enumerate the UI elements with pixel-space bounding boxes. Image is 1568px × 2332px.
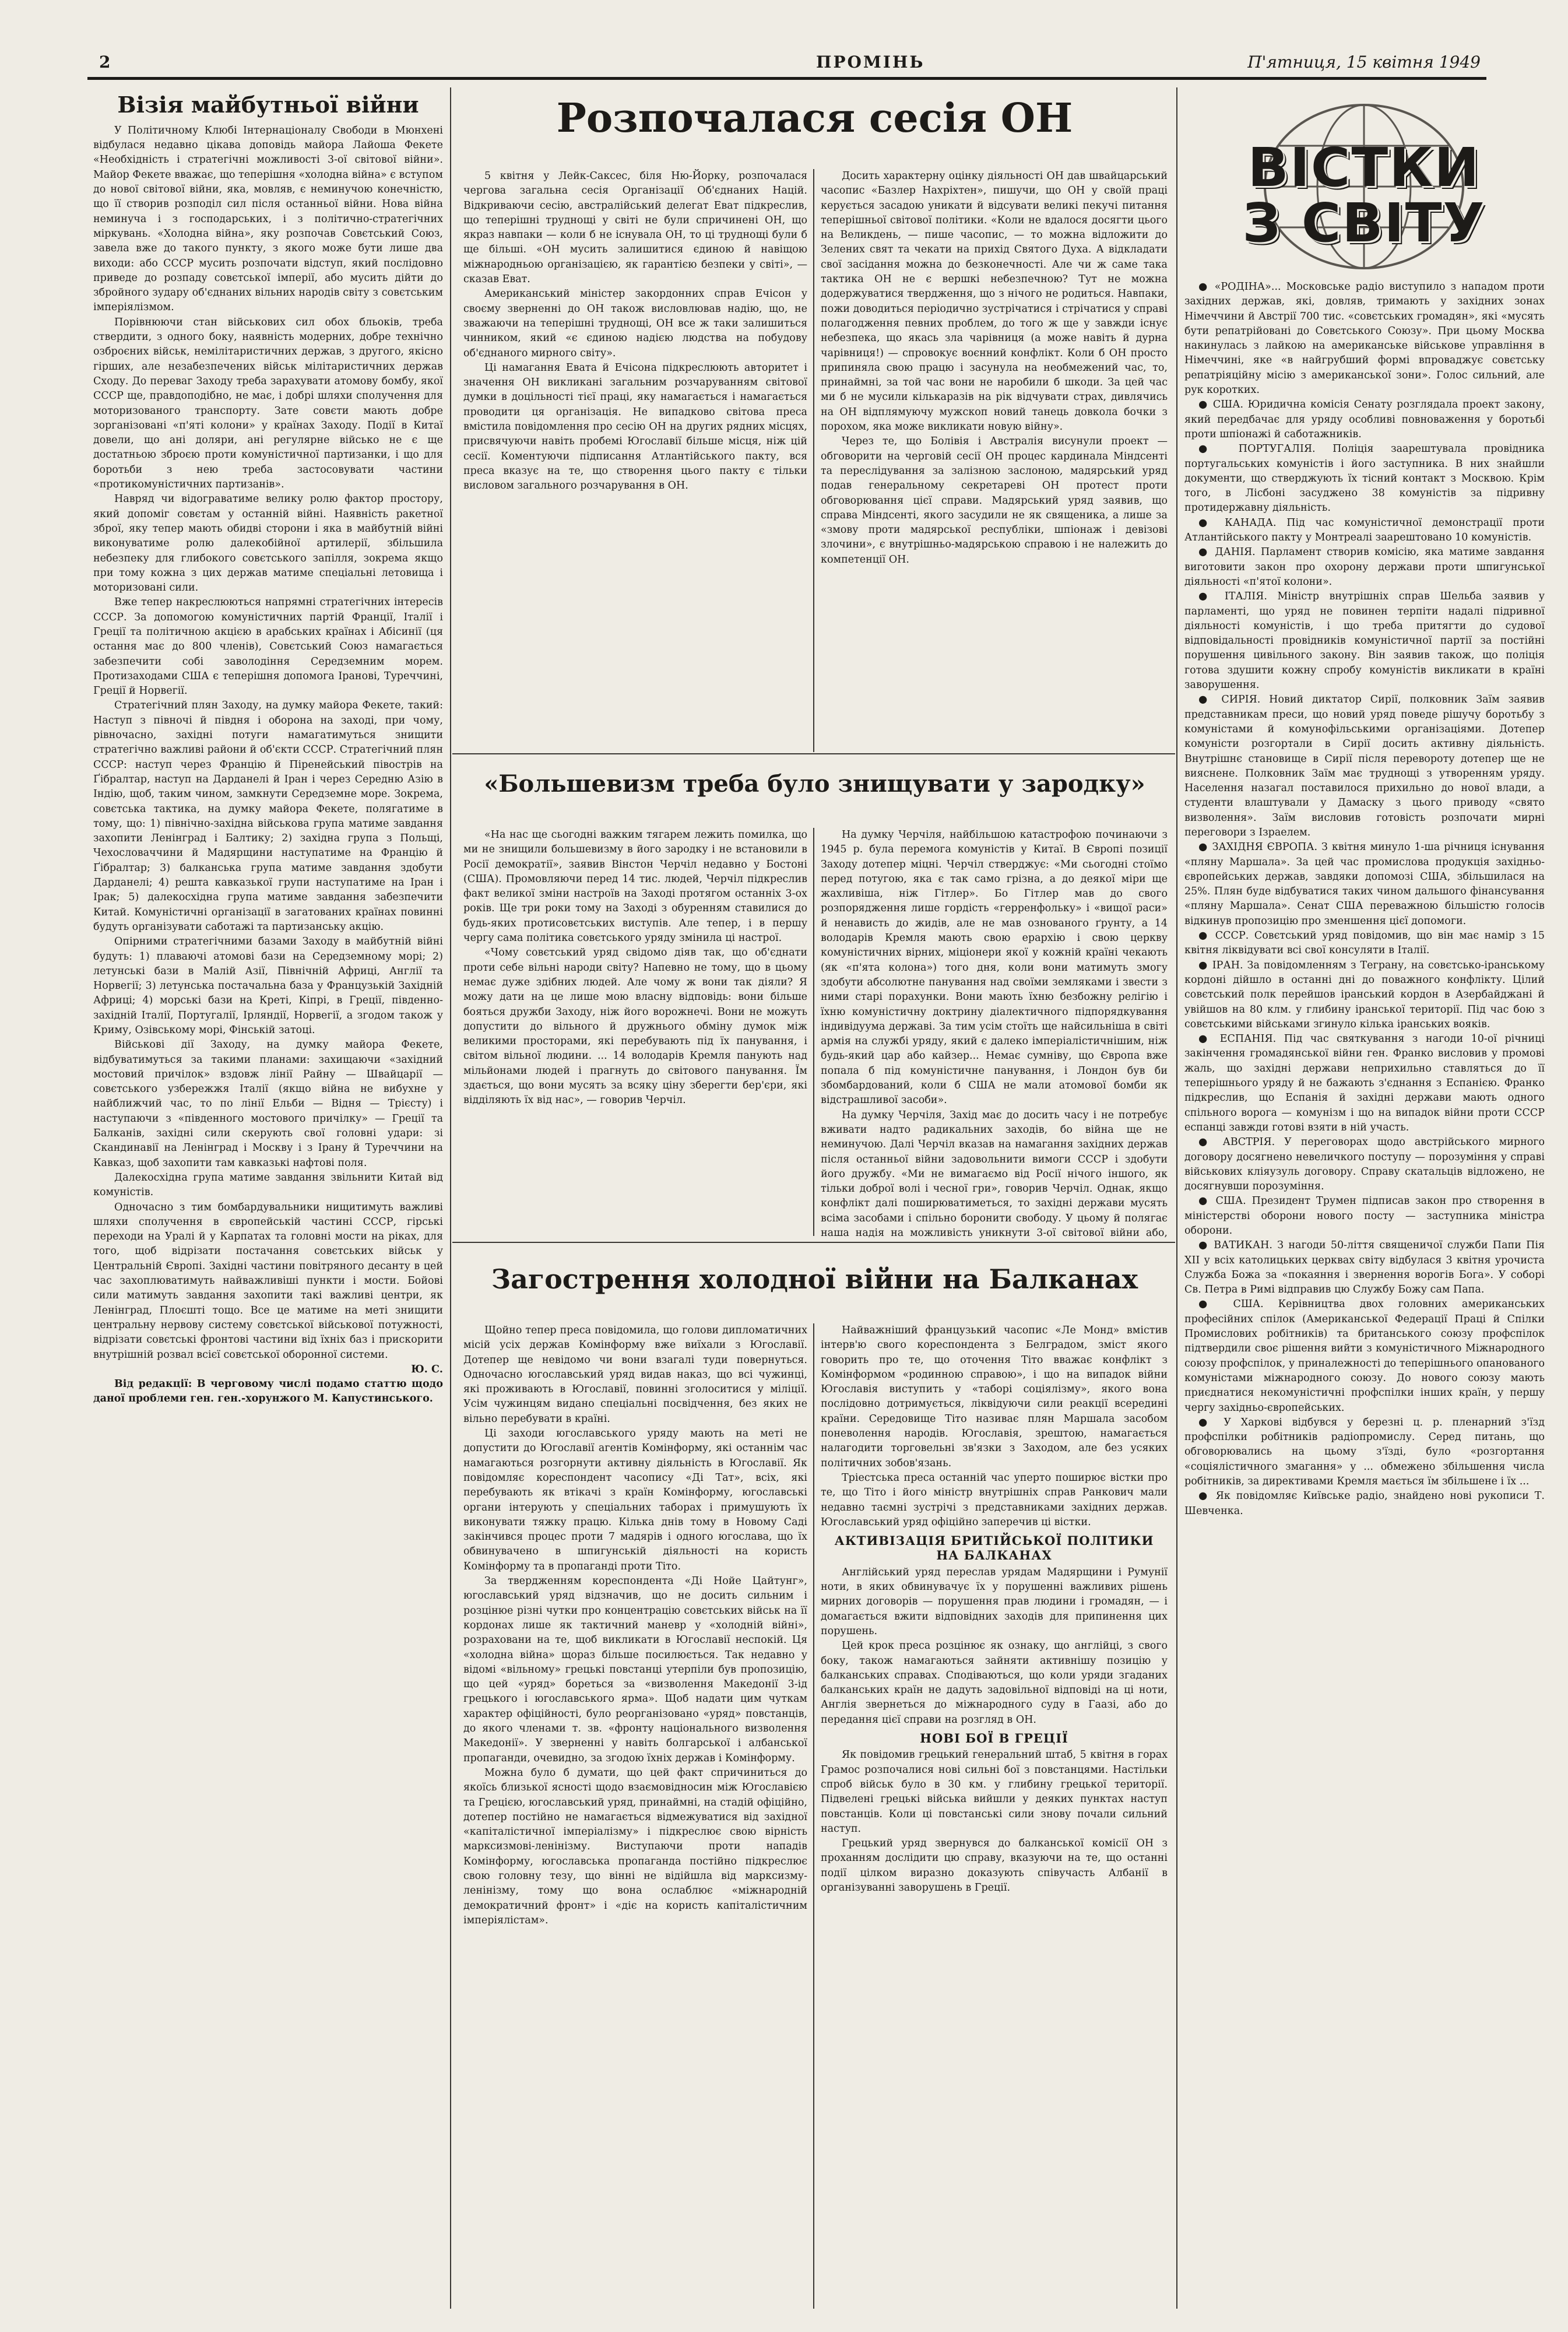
paragraph: Ці намагання Евата й Ечісона підкреслюють авторитет і значення ОН викликані загальним розчаруванням світової думки в доцільності тієї праці, яку намагається і намагається проводити ця організація. Не випадково світова преса вмістила повідомлення про сесію ОН на других рядних місцях, присвячуючи навіть пробемі Югославії більше місця, ніж цій сесії. Коментуючи підписання Атлантійського пакту, вся преса вказує на те, що створення цього пакту є тільки висловом загального розчарування в ОН. — [463, 361, 807, 492]
paragraph: Тріестська преса останній час уперто поширює вістки про те, що Тіто і його міністр внутрішніх справ Ранкович мали недавно таємні зустрічі з представниками західних держав. Югославський уряд офіційно заперечив ці вістки. — [821, 1471, 1168, 1528]
article-title: «Большевизм треба було знищувати у зародку» — [484, 770, 1145, 798]
editorial-note: Від редакції: В черговому числі подамо статтю щодо даної проблеми ген. ген.-хорунжого М. Капустинського. — [93, 1378, 443, 1405]
news-item: ● ЗАХІДНЯ ЄВРОПА. З квітня минуло 1-ша річниця існування «пляну Маршала». За цей час промислова продукція західньо-європейських держав, завдяки допомозі США, збільшилася на 25%. Плян буде відбуватися таких чином дальшого фінансування «пляну Маршала». Сенат США переважною більшістю голосів відкинув пропозицію про зменшення цієї допомоги. — [1184, 841, 1545, 927]
paragraph: Ці заходи югославського уряду мають на меті не допустити до Югославії агентів Комінформу, які останнім час намагаються розгорнути активну діяльність в Югославії. Як повідомляє кореспондент часопису «Ді Тат», всіх, які перебувають як втікачі з країн Комінформу, югославські органи інтерують у спеціальних таборах і примушують їх виконувати тяжку працю. Кілька днів тому в Новому Саді закінчився процес проти 7 мадярів і одного югослава, що їх обвинувачено в шпигунській діяльності на користь Комінформу та в пропаганді проти Тіто. — [463, 1428, 807, 1572]
news-item: ● СИРІЯ. Новий диктатор Сирії, полковник Заїм заявив представникам преси, що новий уряд поведе рішучу боротьбу з комуністами й комунофільськими організаціями. Дотепер комуністи розгортали в Сирії досить активну діяльність. Внутрішнє становище в Сирії після перевороту дотепер ще не вияснене. Полковник Заїм має труднощі з утворенням уряду. Населення назагал поставилося прихильно до нової влади, а студенти влаштували у Дамаску з цього приводу «свято визволення». Заїм висловив готовість розпочати мирні переговори з Ізраелем. — [1184, 694, 1545, 838]
article-un-right — [821, 169, 1168, 752]
subheading: НОВІ БОЇ В ГРЕЦІЇ — [920, 1731, 1068, 1746]
column-rule — [450, 87, 451, 2309]
article-bolshevism-right — [821, 828, 1168, 1239]
news-item: ● ВАТИКАН. З нагоди 50-ліття священичої служби Папи Пія XII у всіх католицьких церквах світу відбулася 3 квітня урочиста Служба Божа за «покаяння і звернення ворогів Бога». У соборі Св. Петра в Римі відправив цю Службу Божу сам Папа. — [1184, 1239, 1545, 1296]
paragraph: Щойно тепер преса повідомила, що голови дипломатичних місій усіх держав Комінформу вже виїхали з Югославії. Дотепер ще невідомо чи вони взагалі туди повернуться. Одночасно югославський уряд видав наказ, що всі чужинці, які проживають в Югославії, повинні зголоситися у міліції. Усім чужинцям видано спеціальні посвідчення, без яких не вільно перебувати в країні. — [463, 1325, 807, 1425]
paragraph: Стратегічний плян Заходу, на думку майора Фекете, такий: Наступ з півночі й півдня і оборона на заході, при чому, рівночасно, західні потуги намагатимуться знищити стратегічно важливі райони й об'єкти СССР. Стратегічний плян СССР: наступ через Францію й Піренейський півострів на Ґібралтар, наступ на Дарданелі й Іран і через Середню Азію в Індію, щоб, таким чином, замкнути Середземне море. Зокрема, совєтська тактика, на думку майора Фекете, полягатиме в тому, що: 1) північно-західна військова група матиме завдання захопити Ленінград і Балтику; 2) західна група з Польщі, Чехословаччини й Мадярщини наступатиме на Францію й Ґібралтар; 3) балканська група матиме завдання здобути Дарданелі; 4) решта кавказької групи наступатиме на Іран і Ірак; 5) далекосхідна група матиме завдання забезпечити Китай. Комуністичні організації в загатованих країнах повинні будуть організувати саботажі та партизанську акцію. — [93, 700, 443, 933]
paragraph: Вже тепер накреслюються напрямні стратегічних інтересів СССР. За допомогою комуністичних партій Франції, Італії і Греції та політичною акцією в арабських країнах і Абісинії (ця остання має до 800 членів), Совєтський Союз намагається забезпечити собі заволодіння Середземним морем. Протизаходами США є теперішня допомога Іранові, Туреччині, Греції й Норвегії. — [93, 596, 443, 697]
news-item: ● ПОРТУГАЛІЯ. Поліція заарештувала провідника португальських комуністів і його заступника. В них знайшли документи, що стверджують їх тісний контакт з Москвою. Крім того, в Лісбоні засуджено 38 комуністів за підривну протидержавну діяльність. — [1184, 443, 1545, 514]
section-divider — [452, 753, 1175, 754]
paragraph: Як повідомив грецький генеральний штаб, 5 квітня в горах Грамос розпочалися нові сильні бої з повстанцями. Настільки спроб військ було в 30 км. у глибину грецької території. Підвелені грецькі війська вийшли у деяких пунктах наступ повстанців. Коли ці повстанські сили знову почали сильний наступ. — [821, 1749, 1168, 1835]
news-item: ● У Харкові відбувся у березні ц. р. пленарний з'їзд профспілки робітників радіопромислу. Серед питань, що обговорювались на цьому з'їзді, було «розгортання «соціялістичного змагання» у ... обмежено збільшення числа робітників, за директивами Кремля мається їм збільшене і їх ... — [1184, 1416, 1545, 1488]
article-un-header — [460, 87, 1169, 169]
news-item: ● США. Юридична комісія Сенату розглядала проект закону, який передбачає для уряду особливі повноваження у боротьбі проти шпіонажі й саботажників. — [1184, 399, 1545, 440]
logo-line: ВІСТКИ — [1247, 136, 1481, 199]
paragraph: Навряд чи відограватиме велику ролю фактор простору, який допоміг совєтам у останній війні. Наявність ракетної зброї, яку тепер мають обидві сторони і яка в майбутній війні виконуватиме ролю далекобійної артилерії, збільшила небезпеку для глибокого совєтського запілля, зокрема якщо при тому кожна з цих держав матиме спеціальні летовища і моторизовані сили. — [93, 493, 443, 594]
paragraph: Англійський уряд переслав урядам Мадярщини і Румунії ноти, в яких обвинувачує їх у порушенні важливих рішень мирних договорів — порушення прав людини і громадян, — і домагається вжити відповідних заходів для припинення цих порушень. — [821, 1566, 1168, 1637]
news-item: ● США. Керівництва двох головних американських професійних спілок (Американської Федерації Праці й Спілки Промислових робітників) та британського союзу профспілок підтвердили своє рішення вийти з комуністичного Міжнародного союзу профспілок, у приналежності до теперішнього опанованого комуністами міжнародного союзу. До нового союзу мають приєднатися некомуністичні профспілки інших країн, у першу чергу західньо-європейських. — [1184, 1298, 1545, 1414]
author-signature: Ю. С. — [411, 1363, 443, 1375]
article-title: Візія майбутньої війни — [117, 92, 419, 118]
paragraph: Американський міністер закордонних справ Ечісон у своєму зверненні до ОН також висловлював надію, що, не зважаючи на теперішні труднощі, ОН все ж таки залишиться чинником, який «є єдиною надією людства на побудову об'єднаного мирного світу». — [463, 288, 807, 359]
article-title: Загострення холодної війни на Балканах — [491, 1263, 1138, 1295]
paragraph: Грецький уряд звернувся до балканської комісії ОН з проханням дослідити цю справу, вказуючи на те, що останні події цілком виразно доказують співучасть Албанії в організуванні заворушень в Греції. — [821, 1838, 1168, 1894]
newspaper-name: ПРОМІНЬ — [816, 52, 925, 72]
section-divider — [452, 1242, 1175, 1243]
page-number: 2 — [99, 52, 111, 72]
article-balkans-header — [460, 1248, 1169, 1318]
paragraph: «На нас ще сьогодні важким тягарем лежить помилка, що ми не знищили большевизму в його зародку і не встановили в Росії демократії», заявив Вінстон Черчіл недавно у Бостоні (США). Промовляючи перед 14 тис. людей, Черчіл підкреслив факт великої зміни настроїв на Заході протягом останніх 3-ох років. Ще три роки тому на Заході з обуренням ставилися до будь-яких протисовєтських виступів. Але тепер, і в першу чергу сама політика совєтського уряду змінила ці настрої. — [463, 829, 807, 944]
article-title: Розпочалася сесія ОН — [556, 95, 1073, 142]
article-un-left — [463, 169, 807, 752]
world-news-title — [1186, 136, 1542, 254]
article-future-war — [93, 87, 443, 2309]
news-item: ● СССР. Совєтський уряд повідомив, що він має намір з 15 квітня ліквідувати всі свої консуляти в Італії. — [1184, 930, 1545, 957]
column-rule — [813, 828, 814, 1236]
article-bolshevism-header — [460, 758, 1169, 822]
paragraph: За твердженням кореспондента «Ді Нойе Цайтунг», югославський уряд відзначив, що не досить сильним і розцінюе різні чутки про концентрацію совєтських військ на її кордонах лише як тактичний маневр у «холодній війні», розраховани на те, щоб викликати в Югославії неспокій. Ця «холодна війна» щораз більше посилюється. Так недавно у відомі «вільному» грецькі повстанці утерпіли був пропозицію, що цей «уряд» бореться за «визволення Македонії 3-ід грецького і югославського ярма». Щоб надати цим чуткам характер офіційності, було реорганізовано «уряд» повстанців, до якого членами т. зв. «фронту національного визволення Македонії». У зверненні у навіть болгарської і албанської пропаганди, очевидно, за згодою їхніх держав і Комінформу. — [463, 1575, 807, 1764]
news-item: ● ІТАЛІЯ. Міністр внутрішніх справ Шельба заявив у парламенті, що уряд не повинен терпіти надалі підривної діяльності комуністів, і що треба притягти до судової відповідальності провідників комуністичної партії за постійні порушення цивільного закону. Він заявив також, що поліція готова здушити кожну спробу комуністів викликати в країні заворушення. — [1184, 591, 1545, 691]
paragraph: На думку Черчіля, найбільшою катастрофою починаючи з 1945 р. була перемога комуністів у Китаї. В Європі позиції Заходу дотепер міцні. Черчіл стверджує: «Ми сьогодні стоїмо перед потугою, яка є так само грізна, а до деякої міри ще жахливіша, ніж Гітлер». Бо Гітлер мав до свого розпорядження лише гордість «герренфольку» і «вищої раси» й ненависть до жидів, але не мав ознованого ґрунту, а 14 володарів Кремля мають свою ерархію і свою церкву комуністичних вірних, міціонери якої у кожній країні чекають (як «п'ята колона») того дня, коли вони матимуть змогу здобути абсолютне панування над своїми земляками і звести з ними старі порахунки. Вони мають їхню безбожну релігію і їхню комуністичну доктрину діалектичного підпорядкування індивідуума державі. За тим усім стоїть ще найсильніша в світі армія на службі уряду, який є далеко імперіалістичнішим, ніж будь-який цар або кайзер... Немає сумніву, що Європа вже попала б під комуністичне панування, і Лондон був би збомбардований, коли б США не мали атомової бомби як відстрашливої засоби». — [821, 829, 1168, 1107]
news-item: ● «РОДІНА»... Московське радіо виступило з нападом проти західних держав, які, довляв, тримають у західних зонах Німеччини й Австрії 700 тис. «совєтських громадян», які «мусять бути репатрійовані до Совєтського Союзу». При цьому Москва накинулась з лайкою на американське військове управління в Німеччині, яке «в найгрубший формі впроваджує совєтську репатріяційну місію з американської зони». Голос сильний, але рук коротких. — [1184, 281, 1545, 396]
article-balkans-left — [463, 1323, 807, 2309]
subheading: АКТИВІЗАЦІЯ БРИТІЙСЬКОЇ ПОЛІТИКИ НА БАЛКАНАХ — [834, 1533, 1154, 1563]
news-item: ● ДАНІЯ. Парламент створив комісію, яка матиме завдання виготовити закон про охорону держави проти шпигунської діяльності «п'ятої колони». — [1184, 546, 1545, 588]
paragraph: У Політичному Клюбі Інтернаціоналу Свободи в Мюнхені відбулася недавно цікава доповідь майора Лайоша Фекете «Необхідність і стратегічні можливості 3-ої світової війни». Майор Фекете вважає, що теперішня «холодна війна» є вступом до нової світової війни, яка, мовляв, є неминучою конечністю, що її створив розподіл сил після останньої війни. Нова війна неминуча і з господарських, і з політично-стратегічних міркувань. «Холодна війна», яку розпочав Совєтський Союз, завела вже до такого пункту, з якого може бути лише два виходи: або СССР мусить розпочати відступ, який послідовно приведе до розпаду совєтської імперії, або мусить дійти до збройного зудару об'єднаних вільних народів світу з совєтським імперіялізмом. — [93, 124, 443, 314]
column-rule — [813, 169, 814, 752]
news-item: ● ІРАН. За повідомленням з Теграну, на совєтсько-іранському кордоні дійшло в останні дні до поважного конфлікту. Цілий совєтський полк перейшов іранський кордон в Азербайджані й увійшов на 80 клм. у глибину іранської території. Під час бою з совєтськими військами згинуло кілька іранських вояків. — [1184, 959, 1545, 1030]
article-bolshevism-left — [463, 828, 807, 1239]
paragraph: Цей крок преса розцінює як ознаку, що англійці, з свого боку, також намагаються зайняти активнішу позицію у балканських справах. Сподіваються, що коли уряди згаданих балканських країн не дадуть задовільної відповіді на ці ноти, Англія звернеться до міжнародного суду в Гаазі, або до передання цієї справи на розгляд в ОН. — [821, 1640, 1168, 1726]
news-item: ● ЕСПАНІЯ. Під час святкування з нагоди 10-ої річниці закінчення громадянської війни ген. Франко висловив у промові жаль, що західні держави неприхильно ставляться до її теперішнього уряду й не бажають з'єднання з Еспанією. Франко підкреслив, що Еспанія й західні держави мають одного спільного ворога — комунізм і що на випадок війни проти СССР еспанці завжди готові взяти в ній участь. — [1184, 1033, 1545, 1133]
logo-line: З СВІТУ — [1242, 192, 1486, 254]
column-rule — [813, 1323, 814, 2309]
paragraph: Через те, що Болівія і Австралія висунули проект — обговорити на черговій сесії ОН процес кардинала Міндсенті та переслідування за залізною заслоною, мадярський уряд подав генеральному секретареві ОН протест проти обговорювання цієї справи. Мадярський уряд заявив, що справа Міндсенті, якого засудили не як священика, а лише за «змову проти мадярської республіки, шпіонаж і девізові злочини», є внутрішньо-мадярською справою і не належить до компетенції ОН. — [821, 436, 1168, 566]
paragraph: «Чому совєтський уряд свідомо діяв так, що об'єднати проти себе вільні народи світу? Напевно не тому, що в цьому немає дуже здібних людей. Але чому ж вони так діяли? Я можу дати на це лише мою власну відповідь: вони більше бояться дружби Заходу, ніж його ворожнечі. Вони не можуть допустити до вільного й дружнього обміну думок між великими просторами, які перебувають під їх панування, і світом вільної людини. ... 14 володарів Кремля панують над мільйонами людей і прагнуть до світового панування. Їм здається, що вони мусять за всяку ціну зберегти бер'єри, які відділяють їх від нас», — говорив Черчіл. — [463, 947, 807, 1107]
news-item: ● АВСТРІЯ. У переговорах щодо австрійського мирного договору досягнено невеличкого поступу — порозуміння у справі військових кліяузуль договору. Справу скатальців відложено, не досягнувши порозуміння. — [1184, 1136, 1545, 1193]
news-item: ● Як повідомляє Київське радіо, знайдено нові рукописи Т. Шевченка. — [1184, 1490, 1545, 1517]
paragraph: На думку Черчіля, Захід має до досить часу і не потребує вживати надто радикальних заходів, бо війна ще не неминучою. Далі Черчіл вказав на намагання західних держав після останньої війни задовольнити вимоги СССР і здобути його дружбу. «Ми не вимагаємо від Росії нічого іншого, як тільки доброї волі і чесної гри», говорив Черчіл. Однак, якщо конфлікт далі поширюватиметься, то західні держави мусять всіма засобами і спільно боронити свободу. У цьому й полягає наша надія на можливість уникнути 3-ої світової війни або, — [821, 1109, 1168, 1239]
article-balkans-right — [821, 1323, 1168, 2309]
paragraph: Досить характерну оцінку діяльності ОН дав швайцарський часопис «Базлер Нахріхтен», пишучи, що ОН у своїй праці керується засадою уникати й відсувати великі пекучі питання теперішньої світової політики. «Коли не вдалося досягти цього на Великдень, — пише часопис, — то можна відложити до Зелених свят та чекати на прихід Святого Духа. А відкладати свої засідання можна до безконечності. Але чи ж саме така тактика ОН не є вершкі небезпечною? Тут не можна додержуватися твердження, що з нічого не родиться. Навпаки, пожи доводиться періодично зустрічатися і стрічатися у справі полагодження певних проблем, до того ж ще у завжди існує небезпека, що якась зла чарівниця (а може навіть й дурна чарівниця!) — спровокує воєнний конфлікт. Коли б ОН просто припиняла свою працю і засунула на необмежений час, то, принаймні, за той час вони не наробили б шкоди. За цей час ми б не мусили кількаразів на рік відчувати страх, дивлячись на ОН відплямуючу мужскоп новий танець довкола бочки з порохом, яка може викликати новую війну». — [821, 170, 1168, 433]
paragraph: 5 квітня у Лейк-Саксес, біля Ню-Йорку, розпочалася чергова загальна сесія Організації Об'єднаних Націй. Відкриваючи сесію, австралійський делегат Еват підкреслив, що теперішні труднощі у світі не були спричинені ОН, що якраз навпаки — коли б не існувала ОН, то ці труднощі були б ще більші. «ОН мусить залишитися єдиною й навіщою міжнародньою організацією, як гарантією безпеки у світі», — сказав Еват. — [463, 170, 807, 286]
masthead — [87, 51, 1486, 80]
news-item: ● США. Президент Трумен підписав закон про створення в міністерстві оборони нового посту — заступника міністра оборони. — [1184, 1195, 1545, 1237]
paragraph: Одночасно з тим бомбардувальники нищитимуть важливі шляхи сполучення в європейській частині СССР, гірські переходи на Уралі й у Карпатах та головні мости на ріках, для того, щоб відрізати постачання совєтських військ у Центральній Європі. Західні частини повітряного десанту в цей час захоплюватимуть найважливіші пункти і мости. Бойові сили матимуть завдання захопити такі важливі центри, як Ленінград, Плоєшті тощо. Все це матиме на меті знищити центральну нервову систему совєтської військової потужності, відрізати совєтські фронтові частини від їхніх баз і прискорити внутрішній розвал всієї совєтської оборонної системи. — [93, 1201, 443, 1361]
issue-date: П'ятниця, 15 квітня 1949 — [1247, 52, 1481, 72]
paragraph: Можна було б думати, що цей факт спричиниться до якоїсь близької ясності щодо взаємовідносин між Югославією та Грецією, югославський уряд, принаймні, на стадій офіційно, дотепер постійно не намагається відмежуватися від західної «капіталістичної імперіалізму» і підкреслює свою вірність марксизмові-ленінізму. Виступаючи проти нападів Комінформу, югославська пропаганда постійно підкреслює свою головну тезу, що вінні не відійшла від марксизму-ленінізму, тому що вона ослаблює «міжнародній демократичний фронт» і «діє на користь капіталістичним імперіялістам». — [463, 1766, 807, 1926]
paragraph: Далекосхідна група матиме завдання звільнити Китай від комуністів. — [93, 1171, 443, 1199]
news-item: ● КАНАДА. Під час комуністичної демонстрації проти Атлантійського пакту у Монтреалі заарештовано 10 комуністів. — [1184, 517, 1545, 544]
column-rule — [1176, 87, 1177, 2309]
paragraph: Порівнюючи стан військових сил обох бльоків, треба ствердити, з одного боку, наявність модерних, добре технічно озброєних військ, немілітаристичних держав, з другого, якісно гірших, але незабезпечених військ мілітаристичних держав Сходу. До переваг Заходу треба зарахувати атомову бомбу, якої СССР ще, правдоподібно, не має, і добрі шляхи сполучення для моторизованого транспорту. Зате совєти мають добре зорганізовані «п'яті колони» у країнах Заходу. Події в Китаї довели, що ані доляри, ані регулярне військо не є ще достатньою зброєю проти комуністичної партизанки, і що для боротьби з нею треба застосовувати частини «протикомуністичних партизанів». — [93, 316, 443, 491]
paragraph: Опірними стратегічними базами Заходу в майбутній війні будуть: 1) плаваючі атомові бази на Середземному морі; 2) летунські бази в Малій Азії, Північній Африці, Англії та Норвегії; 3) летунська постачальна база у Французькій Західній Африці; 4) морські бази на Креті, Кіпрі, в Греції, південно-західній Італії, Португалії, Ірляндії, Норвегії, а згодом також у Криму, Озівському морі, Фінській затоці. — [93, 936, 443, 1036]
paragraph: Військові дії Заходу, на думку майора Фекете, відбуватимуться за такими планами: захищаючи «західний мостовий причілок» вздовж лінії Райну — Швайцарії — совєтського узбережжя Італії (якщо війна не вибухне у найближчий час, то по лінії Ельби — Відня — Трієсту) і наступаючи з «південного мостового причілку» — Греції та Балканів, західні сили скерують свої головні удари: зі Скандинавії на Ленінград і Москву і з Ірану й Туреччини на Кавказ, щоб захопити там кавказькі нафтові поля. — [93, 1039, 443, 1169]
world-news-column — [1184, 280, 1545, 2309]
paragraph: Найважніший французький часопис «Ле Монд» вмістив інтерв'ю свого кореспондента з Белградом, зміст якого говорить про те, що оточення Тіто вважає конфлікт з Комінформом «родинною справою», і що на випадок війни Югославія виступить у «таборі соціялізму», якого вона послідовно дотримується, ліквідуючи сили реакції всередині країни. Середовище Тіто називає плян Маршала засобом поневолення народів. Югославія, зрештою, намагається налагодити торговельні зв'язки з Заходом, але без усяких політичних зобов'язань. — [821, 1325, 1168, 1469]
world-news-logo — [1180, 99, 1548, 274]
